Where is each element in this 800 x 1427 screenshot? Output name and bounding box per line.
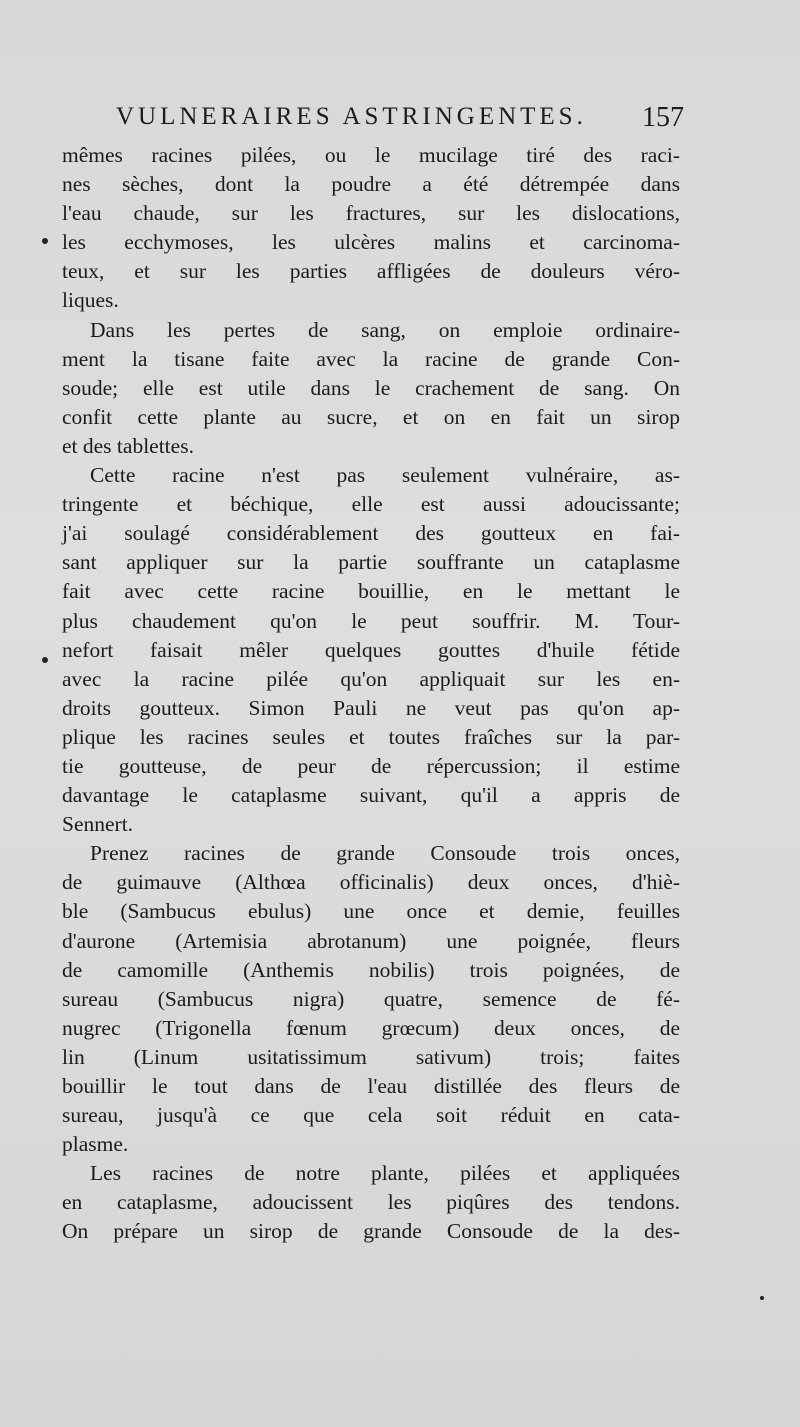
text-line: droits goutteux. Simon Pauli ne veut pas qu'on ap- [62, 695, 680, 720]
text-line: plique les racines seules et toutes fraîches sur la par- [62, 724, 680, 749]
text-line: d'aurone (Artemisia abrotanum) une poignée, fleurs [62, 928, 680, 953]
text-line: teux, et sur les parties affligées de douleurs véro- [62, 259, 680, 284]
text-line: tie goutteuse, de peur de répercussion; il estime [62, 753, 680, 778]
text-line: l'eau chaude, sur les fractures, sur les dislocations, [62, 201, 680, 226]
text-line: de camomille (Anthemis nobilis) trois poignées, de [62, 957, 680, 982]
text-line: ment la tisane faite avec la racine de grande Con- [62, 346, 680, 371]
margin-mark [760, 1296, 764, 1300]
text-line: avec la racine pilée qu'on appliquait sur les en- [62, 666, 680, 691]
text-line: les ecchymoses, les ulcères malins et carcinoma- [62, 230, 680, 255]
text-line: Dans les pertes de sang, on emploie ordinaire- [90, 317, 680, 342]
text-line: en cataplasme, adoucissent les piqûres des tendons. [62, 1190, 680, 1215]
text-line: soude; elle est utile dans le crachement de sang. On [62, 375, 680, 400]
text-line: ble (Sambucus ebulus) une once et demie, feuilles [62, 899, 680, 924]
text-line: nes sèches, dont la poudre a été détrempée dans [62, 172, 680, 197]
page-header [116, 103, 684, 143]
text-line: sureau (Sambucus nigra) quatre, semence de fé- [62, 986, 680, 1011]
text-line: nefort faisait mêler quelques gouttes d'huile fétide [62, 637, 680, 662]
text-line: davantage le cataplasme suivant, qu'il a appris de [62, 783, 680, 808]
text-line: confit cette plante au sucre, et on en fait un sirop [62, 404, 680, 429]
text-line: Les racines de notre plante, pilées et appliquées [90, 1161, 680, 1186]
text-line: Cette racine n'est pas seulement vulnéraire, as- [90, 463, 680, 488]
text-line: liques. [62, 288, 119, 313]
text-line: On prépare un sirop de grande Consoude de la des- [62, 1219, 680, 1244]
margin-mark [42, 238, 48, 244]
text-line: Sennert. [62, 812, 134, 837]
text-line: et des tablettes. [62, 433, 194, 458]
text-line: fait avec cette racine bouillie, en le mettant le [62, 579, 680, 604]
text-line: sureau, jusqu'à ce que cela soit réduit en cata- [62, 1103, 680, 1128]
text-line: j'ai soulagé considérablement des goutteux en fai- [62, 521, 680, 546]
page-number: 157 [642, 102, 684, 133]
text-line: bouillir le tout dans de l'eau distillée des fleurs de [62, 1074, 680, 1098]
running-title: VULNERAIRES ASTRINGENTES. [116, 103, 587, 130]
text-line: Prenez racines de grande Consoude trois onces, [90, 841, 680, 866]
text-line: plasme. [62, 1132, 129, 1157]
text-line: plus chaudement qu'on le peut souffrir. M. Tour- [62, 608, 680, 633]
text-line: lin (Linum usitatissimum sativum) trois; faites [62, 1044, 680, 1069]
text-line: nugrec (Trigonella fœnum grœcum) deux onces, de [62, 1015, 680, 1040]
body-text [62, 141, 680, 1247]
text-line: tringente et béchique, elle est aussi adoucissante; [62, 492, 680, 517]
text-line: sant appliquer sur la partie souffrante un cataplasme [62, 550, 680, 575]
margin-mark [42, 657, 48, 663]
text-line: mêmes racines pilées, ou le mucilage tiré des raci- [62, 143, 680, 167]
text-line: de guimauve (Althœa officinalis) deux onces, d'hiè- [62, 870, 680, 895]
